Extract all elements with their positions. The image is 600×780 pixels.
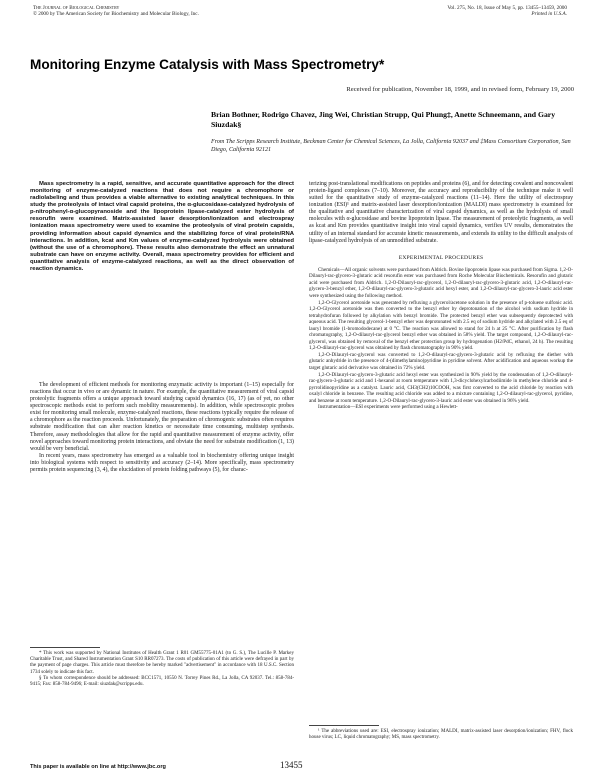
author-affiliation: From The Scripps Research Institute, Beckman Center for Chemical Sciences, La Jolla, California 92037 and ‡Mass Consortium Corporation, San Diego, California 92121 bbox=[211, 139, 571, 153]
methods-hexyl-ester: 1,2-O-Dilauryl-rac-glycero-3-glutaric acid hexyl ester was synthesized in 90% yield by the condensation of 1,2-O-dilauryl-rac-glycero-3-glutaric acid and 1-hexanol at room temperature with 1,3-dicyclohexylcarbodiimide in methylene chloride and 4-pyrrolidinopyridine as a catalyst. Lauric acid, CH3(CH2)10COOH, was first converted to the acid chloride by reaction with oxalyl chloride in benzene. The resulting acid chloride was added to a mixture containing 1,2-O-dilauryl-rac-glycerol, pyridine, and benzene at room temperature. 1,2-O-Dilauryl-rac-glycero-3-lauric acid ester was obtained in 96% yield. bbox=[309, 371, 573, 404]
abstract bbox=[30, 181, 294, 273]
volume-line: Vol. 275, No. 18, Issue of May 5, pp. 13455–13459, 2000 bbox=[447, 5, 567, 11]
footnote-rule-left bbox=[30, 647, 100, 648]
printed-line: Printed in U.S.A. bbox=[531, 11, 567, 18]
running-header-right bbox=[367, 5, 567, 18]
footnote-funding: * This work was supported by National Institutes of Health Grant 1 R01 GM55775-01A1 (to G. S.), The Lucille P. Markey Charitable Trust, and Shared Instrumentation Grant S10 RR07273. The costs of publication of this article were defrayed in part by the payment of page charges. This article must therefore be hereby marked "advertisement" in accordance with 18 U.S.C. Section 1734 solely to indicate this fact. bbox=[30, 651, 294, 675]
introduction-left-column bbox=[30, 382, 294, 474]
right-column bbox=[309, 181, 573, 411]
footnote-abbreviations-text: ¹ The abbreviations used are: ESI, electrospray ionization; MALDI, matrix-assisted laser desorption/ionization; FHV, flock house virus; LC, liquid chromatography; MS, mass spectrometry. bbox=[309, 729, 573, 741]
running-header-left bbox=[33, 5, 333, 18]
journal-name: The Journal of Biological Chemistry bbox=[33, 5, 120, 11]
intro-continued: terizing post-translational modifications on peptides and proteins (6), and for detecting covalent and noncovalent protein-ligand complexes (7–10). Moreover, the accuracy and reproducibility of the technique make it well suited for the quantitative study of enzyme-catalyzed reactions (11–14). Here the utility of electrospray ionization (ESI)¹ and matrix-assisted laser desorption/ionization (MALDI) mass spectrometry is examined for the qualitative and quantitative characterization of viral capsid dynamics, as well as the hydrolysis of small molecules with α-glucosidase and bovine lipoprotein lipase. The measurement of proteolytic fragments, as well as kcat and Km provides quantitative insight into viral capsid dynamics, verifies UV results, demonstrates the utility of an internal standard for accurate kinetic measurements, and extends its utility to the difficult analysis of lipase-catalyzed hydrolysis of an unmodified substrate. bbox=[309, 181, 573, 244]
online-availability-note: This paper is available on line at http://www.jbc.org bbox=[30, 764, 166, 770]
methods-instrumentation: Instrumentation—ESI experiments were performed using a Hewlett- bbox=[318, 404, 458, 411]
intro-paragraph-1: The development of efficient methods for monitoring enzymatic activity is important (1–15) especially for reactions that occur in vivo or are dynamic in nature. For example, the quantitative measurement of viral capsid proteolytic fragments offers a unique approach toward studying capsid dynamics (16, 17) (as of yet, no other spectroscopic methods exist to perform such mobility measurements). In addition, while spectroscopic probes exist for monitoring small molecule, enzyme-catalyzed reactions, these reactions typically require the release of a chromophore as the reaction proceeds. Unfortunately, the preparation of chromogenic substrates often requires substrate modification that can alter reaction kinetics or necessitate time consuming, multistep synthesis. Therefore, assay methodologies that allow for the rapid and quantitative measurement of enzyme activity, offer novel approaches toward monitoring protein interactions, and obviate the need for substrate modification (1, 13) would be very beneficial. bbox=[30, 382, 294, 452]
abstract-text: Mass spectrometry is a rapid, sensitive, and accurate quantitative approach for the direct monitoring of enzyme-catalyzed reactions that does not require a chromophore or radiolabeling and thus provides a viable alternative to existing analytical techniques. In this study the proteolysis of intact viral capsid proteins, the α-glucosidase-catalyzed hydrolysis of p-nitrophenyl-α-glucopyranoside and the lipoprotein lipase-catalyzed ester hydrolysis of resorufin were examined. Matrix-assisted laser desorption/ionization and electrospray ionization mass spectrometry were used to examine the proteolysis of viral protein capsids, providing information about capsid dynamics and the stabilizing force of viral protein/RNA interactions. In addition, kcat and Km values of enzyme-catalyzed hydrolysis were obtained (without the use of a chromophore). These results also demonstrate the effect an unnatural substrate can have on enzyme activity. Overall, mass spectrometry provides for efficient and quantitative analysis of enzyme-catalyzed reactions, as well as the direct observation of reaction dynamics. bbox=[30, 181, 294, 272]
footnote-correspondence: § To whom correspondence should be addressed: BCC1571, 10550 N. Torrey Pines Rd., La Jolla, CA 92037. Tel.: 858-784-9415; Fax: 858-784-9496; E-mail: siuzdak@scripps.edu. bbox=[30, 675, 294, 688]
copyright-line: © 2000 by The American Society for Biochemistry and Molecular Biology, Inc. bbox=[33, 11, 199, 18]
footnote-rule-right bbox=[309, 725, 379, 726]
methods-section bbox=[309, 267, 573, 411]
footnotes-left bbox=[30, 651, 294, 688]
methods-glutaric: 1,2-O-Dilauryl-rac-glycerol was converted to 1,2-O-dilauryl-rac-glycero-3-glutaric acid by refluxing the diether with glutaric anhydride in the presence of 4-(dimethylamino)pyridine in pyridine solvent. After acidification and aqueous workup the target glutaric acid derivative was obtained in 72% yield. bbox=[309, 351, 573, 371]
author-list: Brian Bothner, Rodrigo Chavez, Jing Wei, Christian Strupp, Qui Phung‡, Anette Schneemann, and Gary Siuzdak§ bbox=[211, 110, 556, 129]
received-dates: Received for publication, November 18, 1999, and in revised form, February 19, 2000 bbox=[346, 86, 574, 93]
methods-heading: EXPERIMENTAL PROCEDURES bbox=[398, 254, 484, 261]
intro-paragraph-2: In recent years, mass spectrometry has emerged as a valuable tool in biochemistry offering unique insight into biological systems with respect to sensitivity and accuracy (2–14). More specifically, mass spectrometry permits protein sequencing (3, 4), the elucidation of protein folding pathways (5), for charac- bbox=[30, 452, 294, 473]
methods-acetonide: 1,2-O-Glycerol acetonide was generated by refluxing a glycerol/acetone solution in the presence of p-toluene sulfonic acid. 1,2-O-Glycerol acetonide was then converted to the benzyl ether by deprotonation of the alcohol with sodium hydride in tetrahydrofuran followed by alkylation with benzyl bromide. The protected benzyl ether was subsequently deprotected with aqueous acid. The resulting glycerol-1-benzyl ether was deprotonated with 2.5 eq of sodium hydride and alkylated with 2.5 eq of lauryl bromide (1-bromododecane) at 0 °C. The reaction was allowed to stand for 24 h at 25 °C. After purification by flash chromatography, 1,2-O-dilauryl-rac-glycerol benzyl ether was obtained in 58% yield. The target compound, 1,2-O-dilauryl-rac-glycerol, was obtained by removal of the benzyl ether protection group by hydrogenation (H2/PdC, ethanol, 24 h). The resulting 1,2-O-dilauryl-rac-glycerol was obtained by flash chromatography in 90% yield. bbox=[309, 299, 573, 352]
page-number: 13455 bbox=[280, 760, 303, 770]
footnote-abbreviations bbox=[309, 729, 573, 741]
methods-chemicals: Chemicals—All organic solvents were purchased from Aldrich. Bovine lipoprotein lipase was purchased from Sigma. 1,2-O-Dilauryl-rac-glycero-3-glutaric acid resorufin ester was purchased from Roche Molecular Biochemicals. Resorufin and glutaric acid were purchased from Aldrich. 1,2-O-Dilauryl-rac-glycerol, 1,2-O-dilauryl-rac-glycero-3-glutaric acid, 1,2-O-dilauryl-rac-glycero-3-benzyl ether, 1,2-O-dilauryl-rac-glycero-3-glutaric acid hexyl ester, and 1,2-O-dilauryl-rac-glycero-3-lauric acid ester were synthesized using the following method. bbox=[309, 266, 573, 299]
article-title: Monitoring Enzyme Catalysis with Mass Spectrometry* bbox=[30, 57, 385, 72]
